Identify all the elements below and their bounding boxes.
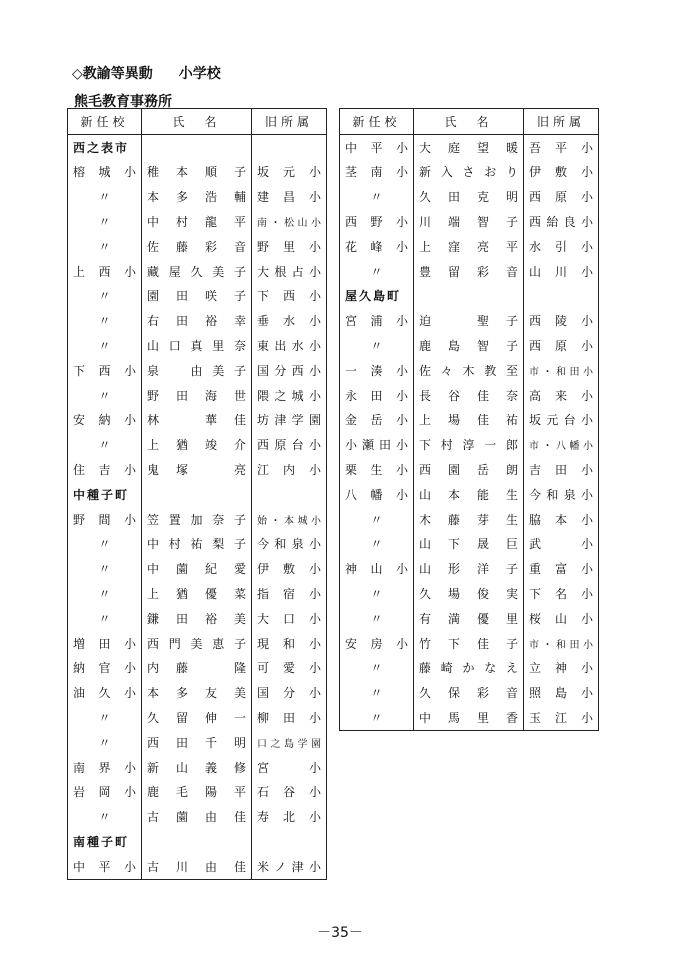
- table-row: [68, 854, 327, 879]
- prev-school-cell: 現和小: [252, 631, 327, 656]
- teacher-name-cell: 久場俊実: [414, 581, 524, 606]
- table-row: [68, 333, 327, 358]
- office-title: 熊毛教育事務所: [74, 94, 172, 110]
- new-school-cell: 納官小: [73, 661, 136, 676]
- prev-school-cell: 指宿小: [252, 581, 327, 606]
- teacher-name-cell: 中村祐梨子: [142, 532, 252, 557]
- table-row: [340, 656, 599, 681]
- new-school-cell: 南界小: [73, 760, 136, 775]
- teacher-name-cell: 佐藤彩音: [142, 234, 252, 259]
- new-school-cell: 〃: [370, 512, 383, 527]
- teacher-name-cell: 上場佳祐: [414, 408, 524, 433]
- table-row: [68, 160, 327, 185]
- prev-school-cell: 始・本城小: [252, 507, 327, 532]
- teacher-name-cell: 鹿島智子: [414, 333, 524, 358]
- new-school-cell: 小瀬田小: [345, 438, 408, 453]
- prev-school-cell: 立神小: [524, 656, 599, 681]
- teacher-name-cell: 新入さおり: [414, 160, 524, 185]
- roster-table-right: [339, 108, 599, 731]
- prev-school-cell: 石谷小: [252, 780, 327, 805]
- new-school-cell: 〃: [98, 587, 111, 602]
- teacher-name-cell: 新山義修: [142, 755, 252, 780]
- table-row: [340, 209, 599, 234]
- prev-school-cell: 可愛小: [252, 656, 327, 681]
- prev-school-cell: 伊敷小: [524, 160, 599, 185]
- new-school-cell: 〃: [98, 314, 111, 329]
- new-school-cell: 上西小: [73, 264, 136, 279]
- table-row: [68, 383, 327, 408]
- page-number: －35－: [317, 925, 363, 941]
- prev-school-cell: 坂元小: [252, 160, 327, 185]
- prev-school-cell: 宮 小: [252, 755, 327, 780]
- table-row: [340, 606, 599, 631]
- prev-school-cell: 大根占小: [252, 259, 327, 284]
- new-school-cell: 住吉小: [73, 463, 136, 478]
- prev-school-cell: 吉田小: [524, 457, 599, 482]
- table-row: [68, 507, 327, 532]
- new-school-cell: 〃: [370, 587, 383, 602]
- prev-school-cell: 南・松山小: [252, 209, 327, 234]
- town-row: [68, 482, 327, 507]
- new-school-cell: 増田小: [73, 636, 136, 651]
- teacher-name-cell: 本多友美: [142, 680, 252, 705]
- table-row: [68, 408, 327, 433]
- new-school-cell: 岩岡小: [73, 785, 136, 800]
- table-row: [68, 581, 327, 606]
- table-row: [68, 556, 327, 581]
- table-row: [340, 507, 599, 532]
- prev-school-cell: 米ノ津小: [252, 854, 327, 879]
- teacher-name-cell: 中村龍平: [142, 209, 252, 234]
- header-prev-school: 旧所属: [252, 109, 327, 135]
- teacher-name-cell: 迫 聖子: [414, 308, 524, 333]
- teacher-name-cell: 西園岳朗: [414, 457, 524, 482]
- new-school-cell: 〃: [98, 611, 111, 626]
- town-row: [68, 829, 327, 854]
- table-row: [340, 408, 599, 433]
- prev-school-cell: 垂水小: [252, 308, 327, 333]
- new-school-cell: 中平小: [73, 859, 136, 874]
- table-row: [68, 631, 327, 656]
- teacher-name-cell: 竹下佳子: [414, 631, 524, 656]
- new-school-cell: 〃: [98, 239, 111, 254]
- prev-school-cell: 柳田小: [252, 705, 327, 730]
- teacher-name-cell: 山形洋子: [414, 556, 524, 581]
- table-header-row: [340, 109, 599, 135]
- prev-school-cell: 西原小: [524, 184, 599, 209]
- section-heading: [72, 63, 221, 83]
- new-school-cell: 〃: [98, 537, 111, 552]
- table-row: [68, 532, 327, 557]
- empty-cell: [524, 284, 599, 309]
- town-label: 南種子町: [73, 835, 130, 849]
- table-row: [340, 556, 599, 581]
- table-row: [68, 780, 327, 805]
- empty-cell: [142, 829, 252, 854]
- new-school-cell: 油久小: [73, 686, 136, 701]
- empty-cell: [252, 829, 327, 854]
- new-school-cell: 永田小: [345, 388, 408, 403]
- teacher-name-cell: 久保彩音: [414, 680, 524, 705]
- teacher-name-cell: 久留伸一: [142, 705, 252, 730]
- teacher-name-cell: 右田裕幸: [142, 308, 252, 333]
- teacher-name-cell: 上窪亮平: [414, 234, 524, 259]
- table-row: [340, 482, 599, 507]
- prev-school-cell: 国分西小: [252, 358, 327, 383]
- header-prev-school: 旧所属: [524, 109, 599, 135]
- new-school-cell: 〃: [370, 611, 383, 626]
- table-row: [68, 284, 327, 309]
- teacher-name-cell: 山下晟巨: [414, 532, 524, 557]
- table-row: [340, 383, 599, 408]
- empty-cell: [252, 134, 327, 159]
- prev-school-cell: 武 小: [524, 532, 599, 557]
- table-row: [340, 581, 599, 606]
- table-row: [340, 134, 599, 159]
- teacher-name-cell: 西田千明: [142, 730, 252, 755]
- teacher-name-cell: 有満優里: [414, 606, 524, 631]
- table-row: [68, 606, 327, 631]
- teacher-name-cell: 久田克明: [414, 184, 524, 209]
- prev-school-cell: 西原小: [524, 333, 599, 358]
- table-row: [340, 160, 599, 185]
- teacher-name-cell: 鎌田裕美: [142, 606, 252, 631]
- heading-title: ◇教諭等異動: [72, 66, 153, 82]
- table-row: [68, 705, 327, 730]
- new-school-cell: 宮浦小: [345, 314, 408, 329]
- prev-school-cell: 西陵小: [524, 308, 599, 333]
- prev-school-cell: 山川小: [524, 259, 599, 284]
- teacher-name-cell: 藏屋久美子: [142, 259, 252, 284]
- town-label: 西之表市: [73, 140, 130, 155]
- prev-school-cell: 西紿良小: [524, 209, 599, 234]
- new-school-cell: 〃: [98, 711, 111, 726]
- prev-school-cell: 水引小: [524, 234, 599, 259]
- teacher-name-cell: 川端智子: [414, 209, 524, 234]
- prev-school-cell: 高来小: [524, 383, 599, 408]
- teacher-name-cell: 古薗由佳: [142, 804, 252, 829]
- new-school-cell: 一湊小: [345, 363, 408, 378]
- header-name: 氏 名: [414, 109, 524, 135]
- new-school-cell: 〃: [370, 686, 383, 701]
- new-school-cell: 〃: [98, 289, 111, 304]
- roster-table-left: [67, 108, 327, 880]
- table-row: [68, 234, 327, 259]
- teacher-name-cell: 西門美恵子: [142, 631, 252, 656]
- prev-school-cell: 照島小: [524, 680, 599, 705]
- table-row: [340, 680, 599, 705]
- table-row: [68, 656, 327, 681]
- teacher-name-cell: 本多浩輔: [142, 184, 252, 209]
- table-row: [340, 234, 599, 259]
- prev-school-cell: 口之島学園: [252, 730, 327, 755]
- table-row: [68, 804, 327, 829]
- roster-body-left: [68, 134, 327, 879]
- teacher-name-cell: 泉 由美子: [142, 358, 252, 383]
- prev-school-cell: 重富小: [524, 556, 599, 581]
- new-school-cell: 〃: [370, 339, 383, 354]
- teacher-name-cell: 笠置加奈子: [142, 507, 252, 532]
- table-row: [340, 333, 599, 358]
- new-school-cell: 神山小: [345, 562, 408, 577]
- table-row: [68, 755, 327, 780]
- prev-school-cell: 坊津学園: [252, 408, 327, 433]
- new-school-cell: 〃: [98, 438, 111, 453]
- prev-school-cell: 西原台小: [252, 432, 327, 457]
- new-school-cell: 中平小: [345, 140, 408, 155]
- new-school-cell: 安房小: [345, 636, 408, 651]
- new-school-cell: 〃: [370, 711, 383, 726]
- table-row: [340, 705, 599, 730]
- prev-school-cell: 下西小: [252, 284, 327, 309]
- new-school-cell: 西野小: [345, 215, 408, 230]
- table-row: [340, 184, 599, 209]
- table-row: [68, 209, 327, 234]
- prev-school-cell: 東出水小: [252, 333, 327, 358]
- teacher-name-cell: 豊留彩音: [414, 259, 524, 284]
- teacher-name-cell: 内藤 隆: [142, 656, 252, 681]
- new-school-cell: 〃: [370, 661, 383, 676]
- prev-school-cell: 隈之城小: [252, 383, 327, 408]
- new-school-cell: 〃: [98, 215, 111, 230]
- new-school-cell: 下西小: [73, 363, 136, 378]
- prev-school-cell: 国分小: [252, 680, 327, 705]
- new-school-cell: 花峰小: [345, 239, 408, 254]
- header-new-school: 新任校: [340, 109, 414, 135]
- prev-school-cell: 今和泉小: [524, 482, 599, 507]
- prev-school-cell: 吾平小: [524, 134, 599, 159]
- empty-cell: [414, 284, 524, 309]
- prev-school-cell: 玉江小: [524, 705, 599, 730]
- prev-school-cell: 市・和田小: [524, 358, 599, 383]
- prev-school-cell: 下名小: [524, 581, 599, 606]
- table-row: [68, 259, 327, 284]
- prev-school-cell: 伊敷小: [252, 556, 327, 581]
- teacher-name-cell: 鹿毛陽平: [142, 780, 252, 805]
- teacher-name-cell: 大庭望暖: [414, 134, 524, 159]
- table-row: [340, 532, 599, 557]
- new-school-cell: 茎南小: [345, 165, 408, 180]
- teacher-name-cell: 古川由佳: [142, 854, 252, 879]
- town-row: [68, 134, 327, 159]
- table-row: [68, 184, 327, 209]
- teacher-name-cell: 長谷佳奈: [414, 383, 524, 408]
- new-school-cell: 〃: [98, 388, 111, 403]
- teacher-name-cell: 林 華佳: [142, 408, 252, 433]
- table-row: [68, 457, 327, 482]
- new-school-cell: 金岳小: [345, 413, 408, 428]
- table-row: [340, 457, 599, 482]
- roster-body-right: [340, 134, 599, 730]
- teacher-name-cell: 野田海世: [142, 383, 252, 408]
- teacher-name-cell: 佐々木教至: [414, 358, 524, 383]
- new-school-cell: 安納小: [73, 413, 136, 428]
- table-row: [68, 730, 327, 755]
- teacher-name-cell: 中薗紀愛: [142, 556, 252, 581]
- teacher-name-cell: 山口真里奈: [142, 333, 252, 358]
- header-name: 氏 名: [142, 109, 252, 135]
- teacher-name-cell: 木藤芽生: [414, 507, 524, 532]
- teacher-name-cell: 藤崎かなえ: [414, 656, 524, 681]
- new-school-cell: 〃: [98, 735, 111, 750]
- town-label: 中種子町: [73, 487, 130, 502]
- new-school-cell: 〃: [98, 339, 111, 354]
- new-school-cell: 〃: [370, 537, 383, 552]
- town-label: 屋久島町: [345, 289, 402, 304]
- new-school-cell: 〃: [98, 562, 111, 577]
- teacher-name-cell: 上猶優菜: [142, 581, 252, 606]
- new-school-cell: 〃: [98, 190, 111, 205]
- table-row: [340, 631, 599, 656]
- new-school-cell: 野間小: [73, 512, 136, 527]
- teacher-name-cell: 稚本順子: [142, 160, 252, 185]
- heading-subtitle: 小学校: [178, 66, 221, 82]
- new-school-cell: 〃: [370, 190, 383, 205]
- prev-school-cell: 坂元台小: [524, 408, 599, 433]
- new-school-cell: 〃: [370, 264, 383, 279]
- empty-cell: [252, 482, 327, 507]
- prev-school-cell: 江内小: [252, 457, 327, 482]
- teacher-name-cell: 中馬里香: [414, 705, 524, 730]
- new-school-cell: 〃: [98, 810, 111, 825]
- prev-school-cell: 市・和田小: [524, 631, 599, 656]
- table-row: [68, 358, 327, 383]
- table-row: [68, 432, 327, 457]
- teacher-name-cell: 鬼塚 亮: [142, 457, 252, 482]
- new-school-cell: 榕城小: [73, 165, 136, 180]
- table-header-row: [68, 109, 327, 135]
- header-new-school: 新任校: [68, 109, 142, 135]
- town-row: [340, 284, 599, 309]
- new-school-cell: 栗生小: [345, 463, 408, 478]
- prev-school-cell: 桜山小: [524, 606, 599, 631]
- teacher-name-cell: 下村淳一郎: [414, 432, 524, 457]
- new-school-cell: 八幡小: [345, 487, 408, 502]
- table-row: [68, 680, 327, 705]
- prev-school-cell: 脇本小: [524, 507, 599, 532]
- prev-school-cell: 市・八幡小: [524, 432, 599, 457]
- empty-cell: [142, 134, 252, 159]
- table-row: [68, 308, 327, 333]
- prev-school-cell: 寿北小: [252, 804, 327, 829]
- prev-school-cell: 大口小: [252, 606, 327, 631]
- teacher-name-cell: 上猶竣介: [142, 432, 252, 457]
- teacher-name-cell: 園田咲子: [142, 284, 252, 309]
- prev-school-cell: 建昌小: [252, 184, 327, 209]
- table-row: [340, 358, 599, 383]
- prev-school-cell: 野里小: [252, 234, 327, 259]
- empty-cell: [142, 482, 252, 507]
- prev-school-cell: 今和泉小: [252, 532, 327, 557]
- table-row: [340, 432, 599, 457]
- table-row: [340, 259, 599, 284]
- table-row: [340, 308, 599, 333]
- teacher-name-cell: 山本能生: [414, 482, 524, 507]
